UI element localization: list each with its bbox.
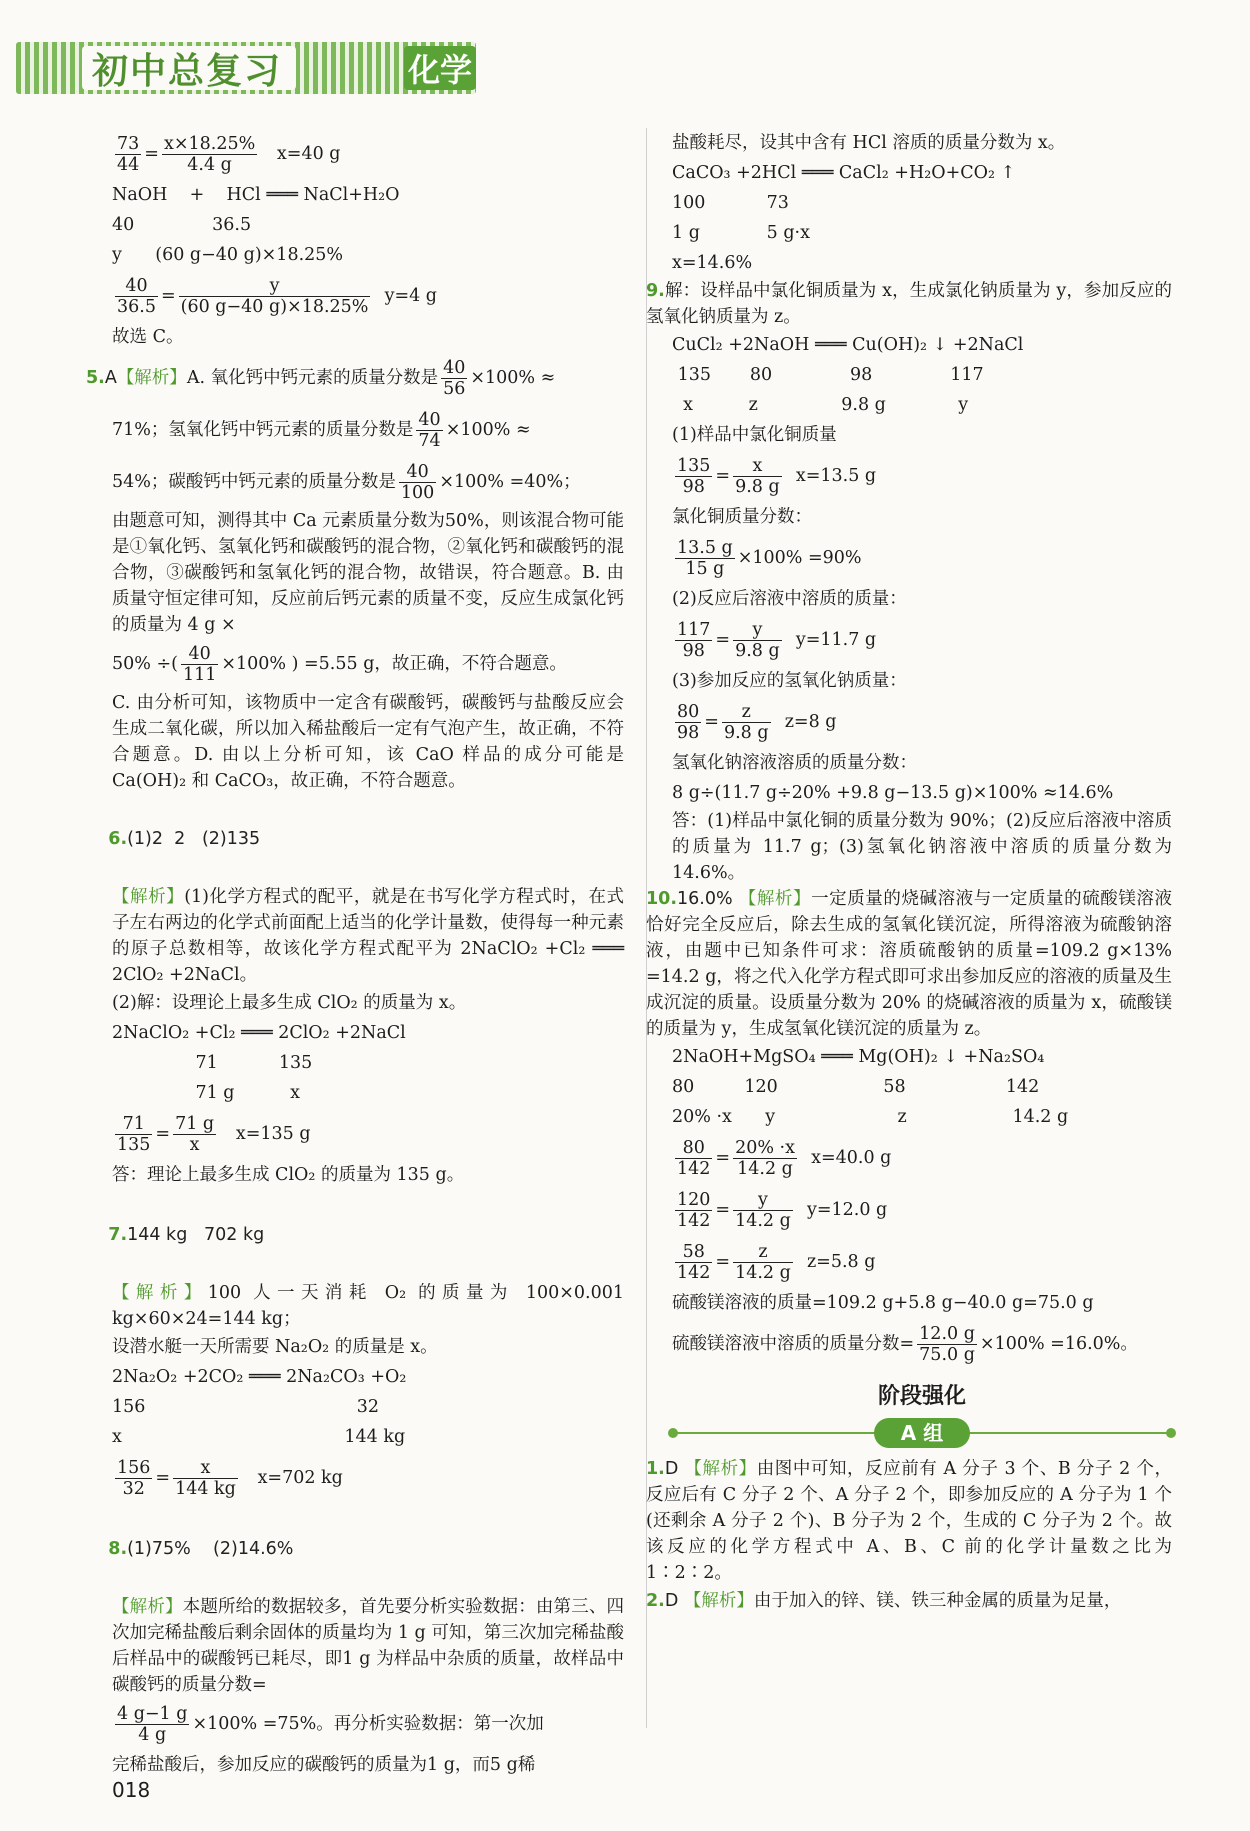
equation-line: 20% ·x y z 14.2 g	[672, 1107, 1069, 1127]
equation-line: y (60 g−40 g)×18.25%	[112, 245, 344, 265]
question-7: 7.144 kg 702 kg	[108, 1225, 265, 1245]
equation-line: x 144 kg	[112, 1427, 406, 1447]
group-label: A 组	[874, 1418, 970, 1448]
text-line: 50% ÷( $\frac{40}{111}$ ×100% ) =5.55 g，故正确，不符合题意。	[112, 643, 567, 685]
fraction: $\frac{156}{32}$	[117, 1457, 151, 1499]
fraction: $\frac{80}{98}$	[677, 701, 700, 743]
equation-line: 2NaOH+MgSO₄ ═══ Mg(OH)₂ ↓ +Na₂SO₄	[672, 1047, 1045, 1067]
paragraph: 答：(1)样品中氯化铜的质量分数为 90%；(2)反应后溶液中溶质的质量为 11.7 g；(3)氢氧化钠溶液中溶质的质量分数为 14.6%。	[672, 811, 1172, 883]
question-9: 9.解：设样品中氯化铜质量为 x，生成氯化钠质量为 y，参加反应的氢氧化钠质量为 z。	[646, 281, 1172, 327]
equation-line: 2Na₂O₂ +2CO₂ ═══ 2Na₂CO₃ +O₂	[112, 1367, 407, 1387]
text-line: 氯化铜质量分数：	[672, 507, 812, 527]
section-title: 阶段强化	[877, 1384, 966, 1409]
question-6: 6.(1)2 2 (2)135	[108, 829, 261, 849]
fraction: $\frac{x}{144 kg}$	[175, 1457, 236, 1499]
fraction: $\frac{40}{74}$	[418, 409, 441, 451]
page-header	[16, 42, 476, 94]
question-10: 10.16.0% 【解析】一定质量的烧碱溶液与一定质量的硫酸镁溶液恰好完全反应后，除去生成的氢氧化镁沉淀，所得溶液为硫酸钠溶液，由题中已知条件可求：溶质硫酸钠的质量=109.2 g×13% =14.2 g，将之代入化学方程式即可求出参加反应的溶液的质量及生成沉淀的质量。设质量分数为 20% 的烧碱溶液的质量为 x，硫酸镁的质量为 y，生成氢氧化镁沉淀的质量为 z。	[646, 889, 1172, 1039]
paragraph: C. 由分析可知，该物质中一定含有碳酸钙，碳酸钙与盐酸反应会生成二氧化碳，所以加入稀盐酸后一定有气泡产生，故正确，不符合题意。D. 由以上分析可知，该 CaO 样品的成分可能是 Ca(OH)₂ 和 CaCO₃，故正确，不符合题意。	[112, 693, 624, 791]
fraction: $\frac{4 g-1 g}{4 g}$	[117, 1703, 188, 1745]
subject-badge: 化学	[404, 46, 476, 90]
paragraph: 【解析】(1)化学方程式的配平，就是在书写化学方程式时，在式子左右两边的化学式前面配上适当的化学计量数，使得每一种元素的原子总数相等，故该化学方程式配平为 2NaClO₂ +Cl₂ ═══ 2ClO₂ +2NaCl。	[112, 887, 624, 985]
fraction: $\frac{120}{142}$	[677, 1189, 711, 1231]
equation-line: $\frac{80}{142}$ = $\frac{20\% \cdot x}{14.2 g}$ x=40.0 g	[677, 1137, 892, 1179]
equation-line: $\frac{71}{135}$ = $\frac{71 g}{x}$ x=135 g	[117, 1113, 311, 1155]
right-column	[646, 128, 1172, 1616]
equation-line: $\frac{80}{98}$ = $\frac{z}{9.8 g}$ z=8 g	[677, 701, 837, 743]
equation-line: 100 73	[672, 193, 789, 213]
equation-line: x z 9.8 g y	[672, 395, 969, 415]
fraction: $\frac{20\% \cdot x}{14.2 g}$	[735, 1137, 795, 1179]
text-line: 氢氧化钠溶液溶质的质量分数：	[672, 753, 917, 773]
equation-line: 40 36.5	[112, 215, 252, 235]
equation-line: CuCl₂ +2NaOH ═══ Cu(OH)₂ ↓ +2NaCl	[672, 335, 1024, 355]
paragraph: 由题意可知，测得其中 Ca 元素质量分数为50%，则该混合物可能是①氧化钙、氢氧化钙和碳酸钙的混合物，②氧化钙和碳酸钙的混合物，③碳酸钙和氢氧化钙的混合物，故错误，符合题意。B. 由质量守恒定律可知，反应前后钙元素的质量不变，反应生成氯化钙的质量为 4 g ×	[112, 511, 624, 635]
text-line: 硫酸镁溶液的质量=109.2 g+5.8 g−40.0 g=75.0 g	[672, 1293, 1094, 1313]
text-line: 故选 C。	[112, 327, 184, 347]
equation-line: 2NaClO₂ +Cl₂ ═══ 2ClO₂ +2NaCl	[112, 1023, 406, 1043]
equation-line: 71 g x	[112, 1083, 300, 1103]
equation-line: 1 g 5 g·x	[672, 223, 810, 243]
fraction: $\frac{135}{98}$	[677, 455, 711, 497]
text-line: 8 g÷(11.7 g÷20% +9.8 g−13.5 g)×100% ≈14.6%	[672, 783, 1114, 803]
equation-line: 135 80 98 117	[672, 365, 984, 385]
question-8: 8.(1)75% (2)14.6%	[108, 1539, 294, 1559]
equation-line: $\frac{73}{44}$ = $\frac{x\times 18.25\%}{4.4 g}$ x=40 g	[117, 133, 341, 175]
fraction: $\frac{y}{(60 g-40 g)\times 18.25\%}$	[180, 275, 369, 317]
question-a1: 1.D 【解析】由图中可知，反应前有 A 分子 3 个、B 分子 2 个，反应后有 C 分子 2 个、A 分子 2 个，即参加反应的 A 分子为 1 个(还剩余 A 分子 2 个)、B 分子为 2 个，生成的 C 分子为 2 个。故该反应的化学方程式中 A、B、C 前的化学计量数之比为 1∶2∶2。	[646, 1459, 1172, 1583]
fraction: $\frac{71 g}{x}$	[175, 1113, 215, 1155]
fraction: $\frac{z}{14.2 g}$	[735, 1241, 791, 1283]
book-title: 初中总复习	[82, 46, 296, 90]
paragraph: 【解析】本题所给的数据较多，首先要分析实验数据：由第三、四次加完稀盐酸后剩余固体的质量均为 1 g 可知，第三次加完稀盐酸后样品中的碳酸钙已耗尽，即1 g 为样品中杂质的质量，故样品中碳酸钙的质量分数=	[112, 1597, 625, 1695]
fraction: $\frac{40}{56}$	[443, 357, 466, 399]
fraction: $\frac{y}{9.8 g}$	[735, 619, 780, 661]
equation-line: 156 32	[112, 1397, 380, 1417]
text-line: 答：理论上最多生成 ClO₂ 的质量为 135 g。	[112, 1165, 465, 1185]
equation-line: $\frac{117}{98}$ = $\frac{y}{9.8 g}$ y=11.7 g	[677, 619, 877, 661]
equation-line: $\frac{58}{142}$ = $\frac{z}{14.2 g}$ z=5.8 g	[677, 1241, 876, 1283]
paragraph: 【解析】100 人一天消耗 O₂ 的质量为 100×0.001 kg×60×24=144 kg；	[112, 1283, 625, 1329]
text-line: 71%；氢氧化钙中钙元素的质量分数是 $\frac{40}{74}$ ×100% ≈	[112, 409, 531, 451]
text-line: (3)参加反应的氢氧化钠质量：	[672, 671, 907, 691]
equation-line: $\frac{120}{142}$ = $\frac{y}{14.2 g}$ y=12.0 g	[677, 1189, 888, 1231]
fraction: $\frac{12.0 g}{75.0 g}$	[919, 1323, 975, 1365]
text-line: 设潜水艇一天所需要 Na₂O₂ 的质量是 x。	[112, 1337, 438, 1357]
fraction: $\frac{80}{142}$	[677, 1137, 711, 1179]
equation-line: $\frac{13.5 g}{15 g}$ ×100% =90%	[677, 537, 862, 579]
question-a2: 2.D 【解析】由于加入的锌、镁、铁三种金属的质量为足量，	[646, 1591, 1122, 1611]
equation-line: CaCO₃ +2HCl ═══ CaCl₂ +H₂O+CO₂ ↑	[672, 163, 1016, 183]
equation-line: 80 120 58 142	[672, 1077, 1040, 1097]
equation-line: $\frac{40}{36.5}$ = $\frac{y}{(60 g-40 g)\times 18.25\%}$ y=4 g	[117, 275, 438, 317]
fraction: $\frac{40}{100}$	[400, 461, 435, 503]
text-line: (2)反应后溶液中溶质的质量：	[672, 589, 907, 609]
fraction: $\frac{117}{98}$	[677, 619, 711, 661]
group-banner	[672, 1418, 1172, 1448]
left-column	[86, 128, 625, 1780]
equation-line: NaOH + HCl ═══ NaCl+H₂O	[112, 185, 400, 205]
fraction: $\frac{40}{111}$	[182, 643, 217, 685]
text-line: 完稀盐酸后，参加反应的碳酸钙的质量为1 g，而5 g稀	[112, 1755, 536, 1775]
fraction: $\frac{z}{9.8 g}$	[723, 701, 769, 743]
text-line: $\frac{4 g-1 g}{4 g}$ ×100% =75%。再分析实验数据：第一次加	[117, 1703, 544, 1745]
text-line: 54%；碳酸钙中钙元素的质量分数是 $\frac{40}{100}$ ×100% =40%；	[112, 461, 581, 503]
page-number: 018	[112, 1778, 151, 1802]
text-line: (2)解：设理论上最多生成 ClO₂ 的质量为 x。	[112, 993, 467, 1013]
equation-line: 硫酸镁溶液中溶质的质量分数= $\frac{12.0 g}{75.0 g}$ ×100% =16.0%。	[672, 1323, 1138, 1365]
fraction: $\frac{x\times 18.25\%}{4.4 g}$	[163, 133, 256, 175]
fraction: $\frac{13.5 g}{15 g}$	[677, 537, 733, 579]
fraction: $\frac{x}{9.8 g}$	[735, 455, 780, 497]
equation-line: x=14.6%	[672, 253, 753, 273]
equation-line: 71 135	[112, 1053, 313, 1073]
fraction: $\frac{y}{14.2 g}$	[735, 1189, 791, 1231]
fraction: $\frac{71}{135}$	[117, 1113, 151, 1155]
equation-line: $\frac{156}{32}$ = $\frac{x}{144 kg}$ x=702 kg	[117, 1457, 343, 1499]
equation-line: $\frac{135}{98}$ = $\frac{x}{9.8 g}$ x=13.5 g	[677, 455, 877, 497]
fraction: $\frac{58}{142}$	[677, 1241, 711, 1283]
text-line: 盐酸耗尽，设其中含有 HCl 溶质的质量分数为 x。	[672, 133, 1066, 153]
fraction: $\frac{73}{44}$	[117, 133, 140, 175]
fraction: $\frac{40}{36.5}$	[117, 275, 156, 317]
question-5: 5. A 【解析】 A. 氧化钙中钙元素的质量分数是 $\frac{40}{56}$ ×100% ≈	[86, 357, 556, 399]
text-line: (1)样品中氯化铜质量	[672, 425, 837, 445]
